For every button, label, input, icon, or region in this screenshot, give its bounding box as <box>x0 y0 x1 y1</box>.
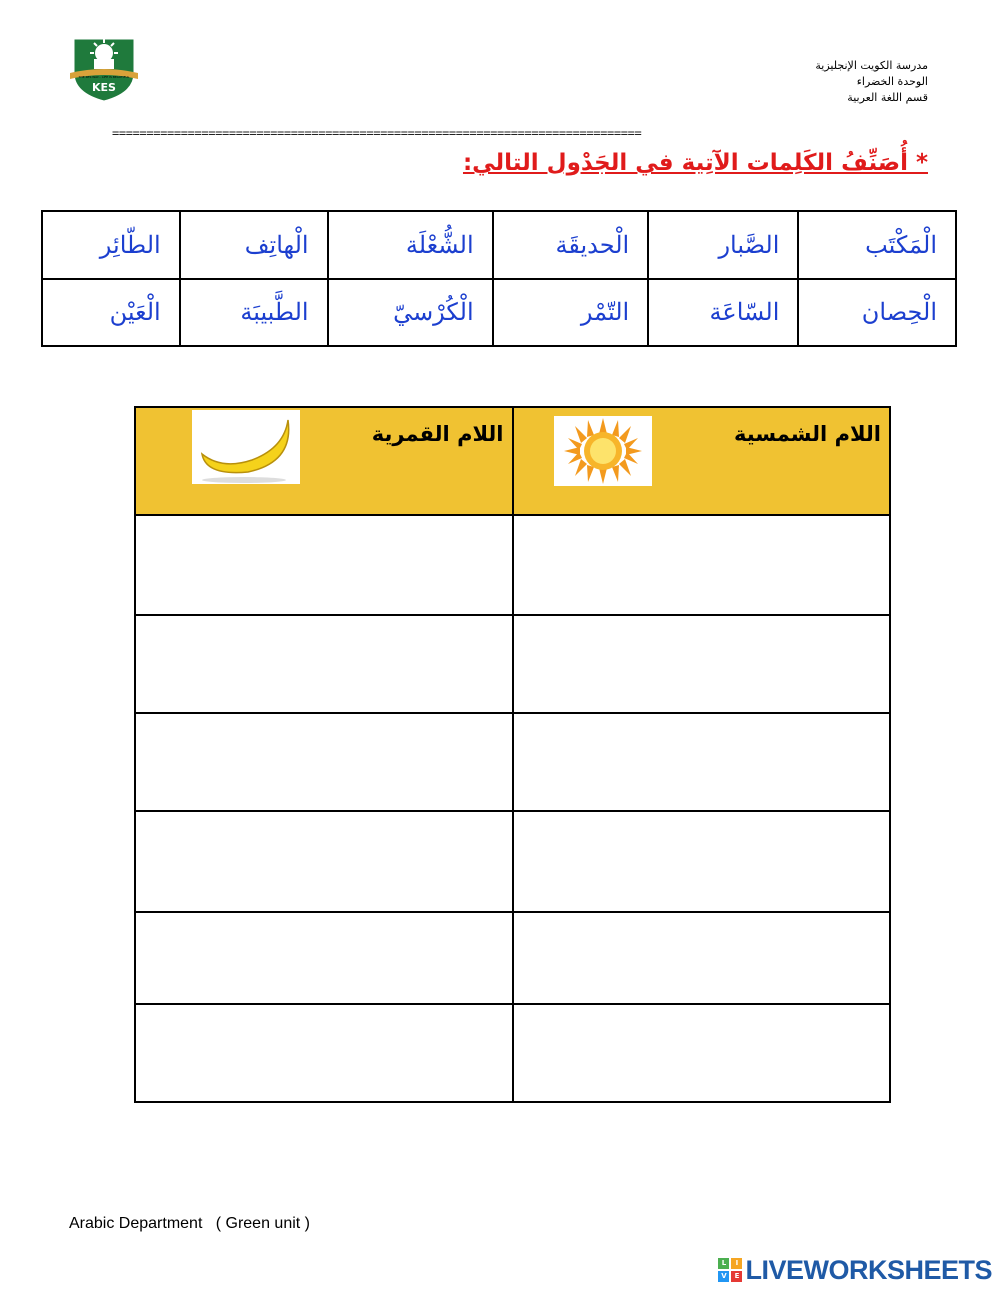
brand-square: L <box>718 1258 729 1269</box>
word-row <box>42 279 956 347</box>
word-cell[interactable]: الطَّبيبَة <box>180 279 328 347</box>
sun-answer-cell[interactable] <box>513 811 891 912</box>
word-cell[interactable]: السّاعَة <box>648 279 798 347</box>
word-cell[interactable]: الشُّعْلَة <box>328 211 493 279</box>
word-cell[interactable]: الصَّبار <box>648 211 798 279</box>
liveworksheets-brand[interactable] <box>718 1254 992 1286</box>
sun-letter-label: اللام الشمسية <box>734 422 881 446</box>
word-row <box>42 211 956 279</box>
school-header <box>668 58 928 106</box>
footer-text: Arabic Department ( Green unit ) <box>69 1215 310 1232</box>
moon-answer-cell[interactable] <box>135 713 513 811</box>
word-cell[interactable]: الْحِصان <box>798 279 956 347</box>
sun-answer-cell[interactable] <box>513 615 891 713</box>
moon-icon <box>192 410 300 484</box>
word-cell[interactable]: الْمَكْتَب <box>798 211 956 279</box>
moon-answer-cell[interactable] <box>135 515 513 615</box>
sorting-header-row <box>135 407 890 515</box>
moon-answer-cell[interactable] <box>135 912 513 1004</box>
sorting-table <box>134 406 891 1103</box>
moon-answer-cell[interactable] <box>135 1004 513 1102</box>
sun-answer-cell[interactable] <box>513 713 891 811</box>
school-logo <box>66 33 142 103</box>
moon-letter-label: اللام القمرية <box>371 422 504 446</box>
brand-logo-icon <box>718 1258 742 1282</box>
word-cell[interactable]: الطّائِر <box>42 211 180 279</box>
word-cell[interactable]: الْحديقَة <box>493 211 649 279</box>
logo-motto: THE KES WAY... LIFE IS BEAUTIFUL <box>78 75 130 79</box>
answer-row <box>135 615 890 713</box>
brand-name: LIVEWORKSHEETS <box>745 1254 992 1285</box>
word-cell[interactable]: الْهاتِف <box>180 211 328 279</box>
word-cell[interactable]: الْكُرْسيّ <box>328 279 493 347</box>
instruction-title: * أُصَنِّفُ الكَلِمات الآتِية في الجَدْول التالي: <box>462 150 928 176</box>
brand-square: E <box>731 1271 742 1282</box>
sun-icon <box>554 416 652 486</box>
moon-letter-column-header <box>135 407 513 515</box>
brand-square: V <box>718 1271 729 1282</box>
answer-row <box>135 1004 890 1102</box>
school-name: مدرسة الكويت الإنجليزية <box>815 59 928 72</box>
word-cell[interactable]: التّمْر <box>493 279 649 347</box>
moon-answer-cell[interactable] <box>135 615 513 713</box>
department-name: قسم اللغة العربية <box>847 91 928 104</box>
word-bank-table <box>41 210 957 347</box>
sun-answer-cell[interactable] <box>513 1004 891 1102</box>
answer-row <box>135 515 890 615</box>
sun-letter-column-header <box>513 407 891 515</box>
answer-row <box>135 811 890 912</box>
sun-answer-cell[interactable] <box>513 515 891 615</box>
logo-text: KES <box>92 81 116 94</box>
word-cell[interactable]: الْعَيْن <box>42 279 180 347</box>
sun-answer-cell[interactable] <box>513 912 891 1004</box>
divider-line: ============================================================================= <box>112 126 642 140</box>
brand-square: I <box>731 1258 742 1269</box>
answer-row <box>135 912 890 1004</box>
answer-row <box>135 713 890 811</box>
moon-answer-cell[interactable] <box>135 811 513 912</box>
unit-name: الوحدة الخضراء <box>856 75 928 88</box>
